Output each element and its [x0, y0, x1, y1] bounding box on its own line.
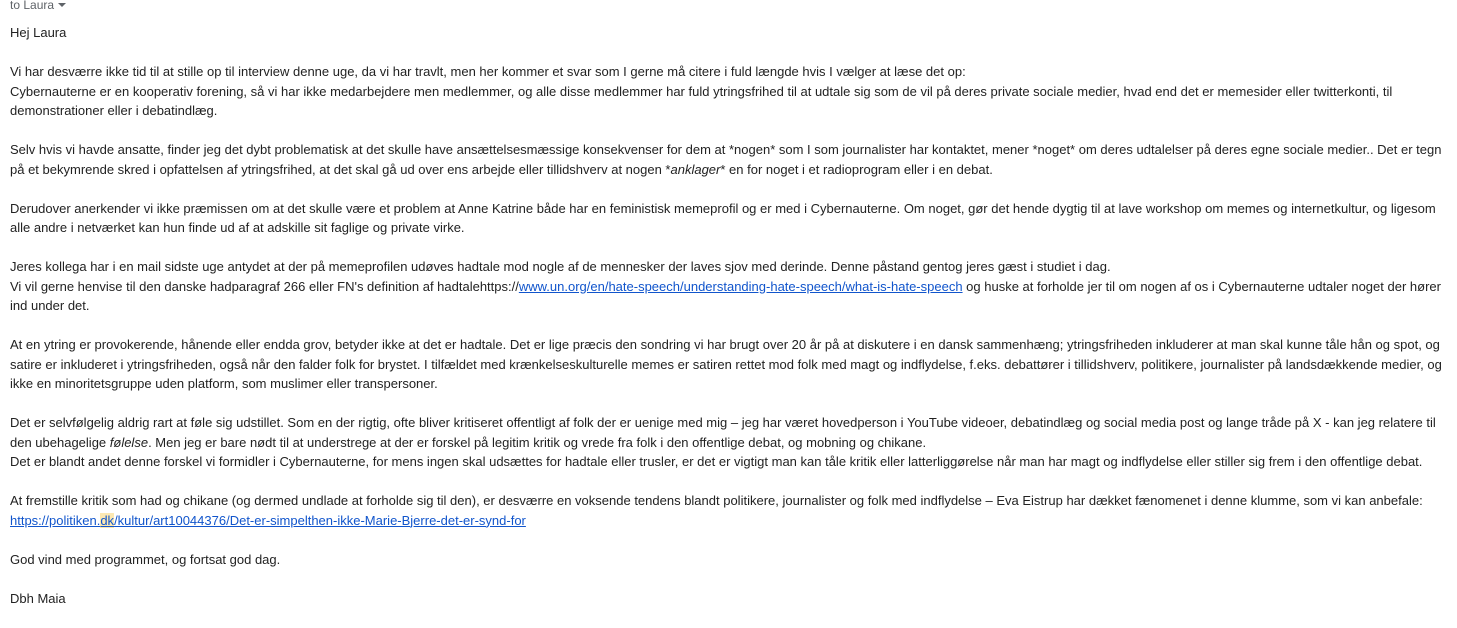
signature: Dbh Maia — [10, 590, 66, 606]
email-body — [10, 23, 1446, 628]
paragraph-2 — [10, 140, 1446, 179]
paragraph-4-text-b: og huske at forholde jer til om nogen af os i Cybernauterne udtaler noget der hører ind under det. — [10, 278, 1441, 313]
paragraph-1-line-1: Vi har desværre ikke tid til at stille op til interview denne uge, da vi har travlt, men her kommer et svar som I gerne må citere i fuld længde hvis I vælger at læse det op: — [10, 64, 966, 79]
un-hate-speech-link[interactable]: www.un.org/en/hate-speech/understanding-hate-speech/what-is-hate-speech — [518, 278, 963, 294]
search-highlight: dk — [100, 512, 115, 528]
paragraph-6-text-a: Det er selvfølgelig aldrig rart at føle sig udstillet. Som en der rigtig, ofte bliver kritiseret offentligt af folk der er uenige med mig – jeg har været hovedperson i YouTube videoer, debatindlæg og social media post og lange tråde på X - kan jeg relatere til den ubehagelige — [10, 415, 1436, 450]
politiken-article-link[interactable] — [10, 513, 526, 528]
paragraph-2-text-b: * en for noget i et radioprogram eller i en debat. — [720, 161, 993, 177]
paragraph-1 — [10, 62, 1446, 121]
paragraph-4 — [10, 257, 1446, 316]
chevron-down-icon — [58, 3, 66, 7]
paragraph-5: At en ytring er provokerende, hånende eller endda grov, betyder ikke at det er hadtale. Det er lige præcis den sondring vi har brugt over 20 år på at diskutere i en dansk sammenhæng; ytringsfriheden inkluderer at man skal kunne tåle hån og spot, og satire er inkluderet i ytringsfriheden, også når den falder folk for brystet. I tilfældet med krænkelseskulturelle memes er satiren rettet mod folk med magt og indflydelse, f.eks. debattører i tillidshverv, politikere, journalister på landsdækkende medier, og ikke en minoritetsgruppe uden platform, som muslimer eller transpersoner. — [10, 337, 1442, 391]
paragraph-1-line-2: Cybernauterne er en kooperativ forening, så vi har ikke medarbejdere men medlemmer, og alle disse medlemmer har fuld ytringsfrihed til at udtale sig som de vil på deres private sociale medier, hvad end det er memesider eller twitterkonti, til demonstrationer eller i debatindlæg. — [10, 83, 1393, 118]
paragraph-6-text-b: . Men jeg er bare nødt til at understrege at der er forskel på legitim kritik og vrede fra folk i den offentlige debat, og mobning og chikane. — [148, 434, 927, 450]
paragraph-4-line-1: Jeres kollega har i en mail sidste uge antydet at der på memeprofilen udøves hadtale mod nogle af de mennesker der laves sjov med derinde. Denne påstand gentog jeres gæst i studiet i dag. — [10, 259, 1111, 274]
greeting: Hej Laura — [10, 25, 67, 40]
recipient-label: to Laura — [10, 0, 55, 12]
paragraph-2-emphasis: anklager — [670, 161, 721, 177]
paragraph-2-text-a: Selv hvis vi havde ansatte, finder jeg det dybt problematisk at det skulle have ansættelsesmæssige konsekvenser for dem at *nogen* som I som journalister har kontaktet, mener *noget* om deres udtalelser på deres egne sociale medier.. Det er tegn på et bekymrende skred i opfattelsen af ytringsfrihed, at det skal gå ud over ens arbejde eller tillidshverv at nogen * — [10, 142, 1442, 177]
politiken-link-part-1: https://politiken. — [10, 512, 101, 528]
closing-line: God vind med programmet, og fortsat god dag. — [10, 551, 281, 567]
paragraph-6 — [10, 413, 1446, 472]
paragraph-6-line-3: Det er blandt andet denne forskel vi formidler i Cybernauterne, for mens ingen skal udsættes for hadtale eller trusler, er det er vigtigt man kan tåle kritik eller latterliggørelse når man har magt og indflydelse eller stiller sig frem i den offentlige debat. — [10, 454, 1423, 469]
politiken-link-part-2: /kultur/art10044376/Det-er-simpelthen-ikke-Marie-Bjerre-det-er-synd-for — [114, 512, 526, 528]
paragraph-7 — [10, 491, 1446, 530]
paragraph-6-emphasis: følelse — [109, 434, 149, 450]
paragraph-4-text-a: Vi vil gerne henvise til den danske hadparagraf 266 eller FN's definition af hadtalehttps:// — [10, 278, 519, 294]
paragraph-3: Derudover anerkender vi ikke præmissen om at det skulle være et problem at Anne Katrine både har en feministisk memeprofil og er med i Cybernauterne. Om noget, gør det hende dygtig til at lave workshop om memes og internetkultur, og ligesom alle andre i netværket kan hun finde ud af at adskille sit faglige og private virke. — [10, 200, 1436, 235]
paragraph-7-line-1: At fremstille kritik som had og chikane (og dermed undlade at forholde sig til den), er desværre en voksende tendens blandt politikere, journalister og folk med indflydelse – Eva Eistrup har dækket fænomenet i denne klumme, som vi kan anbefale: — [10, 493, 1423, 508]
recipient-dropdown[interactable] — [10, 0, 66, 13]
